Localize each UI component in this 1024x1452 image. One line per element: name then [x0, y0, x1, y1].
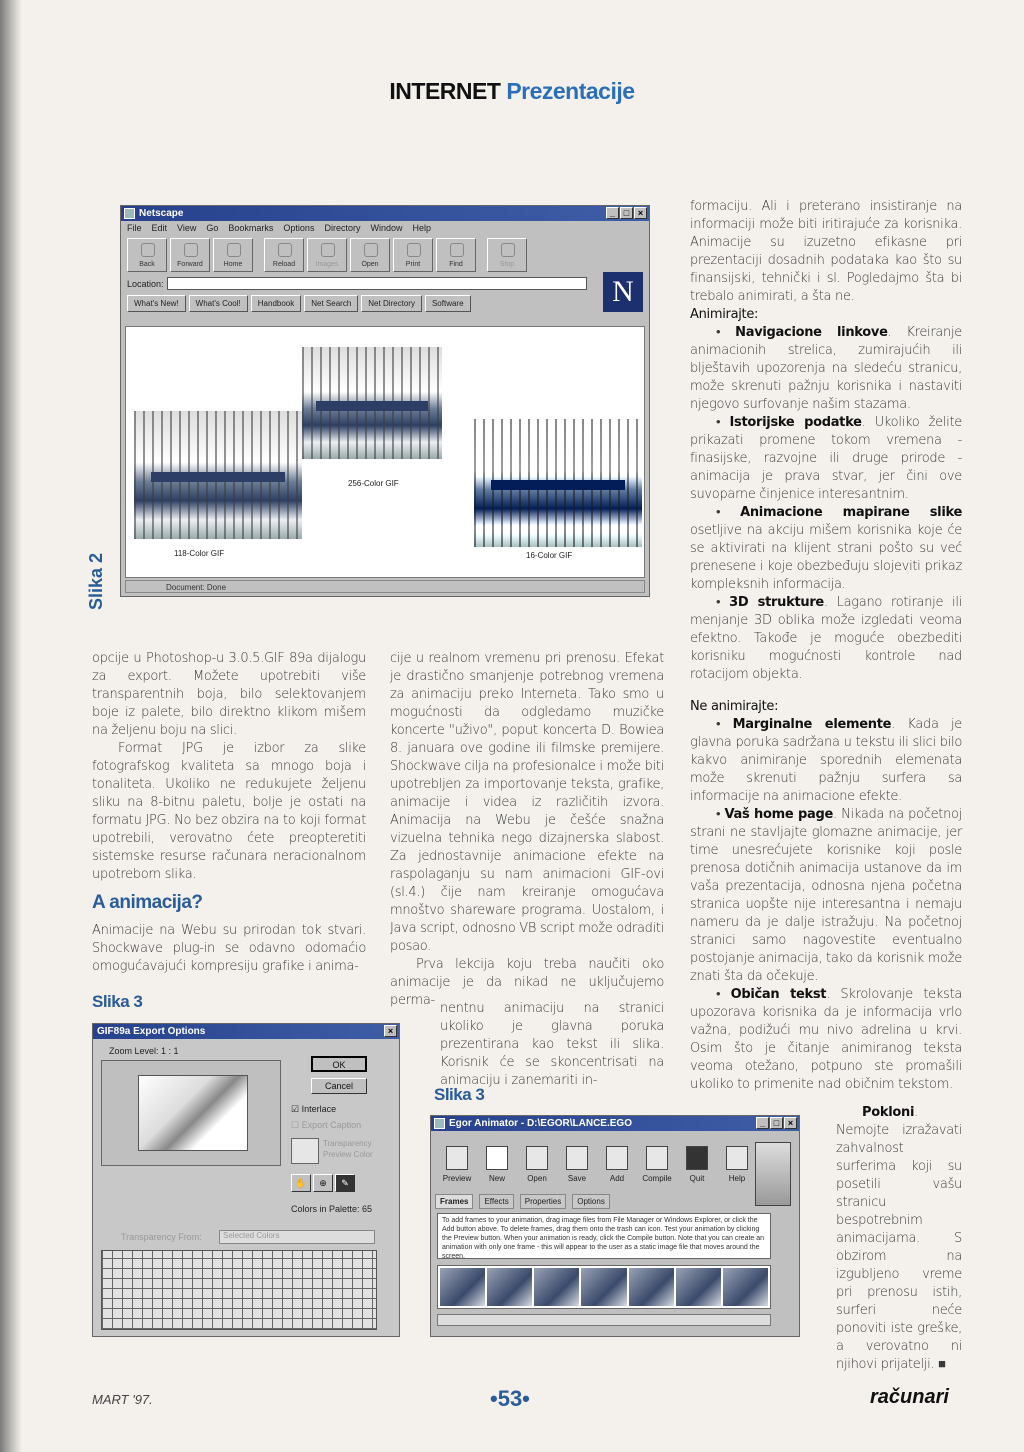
photo-118-color — [134, 411, 302, 539]
col2-paragraph-2b: nentnu animaciju na stranici ukoliko je glavna poruka prezentirana kao tekst ili slika. Korisnik će se skoncentrisati na animaciju i zanemariti in- — [440, 1001, 664, 1088]
location-input[interactable] — [167, 277, 587, 290]
menu-bookmarks[interactable]: Bookmarks — [228, 223, 274, 233]
whats-new-button[interactable]: What's New! — [127, 295, 186, 312]
frame-thumbnail[interactable] — [487, 1268, 532, 1306]
egor-minimize-icon[interactable]: _ — [756, 1117, 769, 1129]
print-label: Print — [405, 261, 421, 268]
netscape-toolbar — [121, 235, 649, 275]
bullet-home-page: • Vaš home page. Nikada na početnoj strani ne stavljajte glomazne animacije, jer time unesrećujete korisnike koji posle prenosa dotičnih animacija ustanove da im vaša prezentacija, odnosna njena početna stranica uopšte nije interesantna i nemaju nameru da je dalje istražuju. Na početnoj stranici samo nagovestite eventualno postojanje animacija, tako da korisnik može znati šta da očekuje. — [690, 807, 963, 984]
back-button[interactable] — [127, 238, 167, 272]
minimize-icon[interactable]: _ — [606, 207, 619, 219]
bullet-mapirane-title: Animacione mapirane slike — [740, 505, 962, 520]
netscape-title: Netscape — [139, 208, 184, 219]
stop-icon — [501, 243, 515, 257]
eyedropper-tool-icon[interactable]: ✎ — [335, 1174, 355, 1192]
column-1 — [92, 650, 366, 884]
new-file-icon — [486, 1146, 508, 1170]
caption-16-color: 16-Color GIF — [526, 551, 573, 560]
frame-thumbnail[interactable] — [581, 1268, 626, 1306]
location-bar — [121, 275, 593, 292]
find-icon — [450, 243, 464, 257]
reload-label: Reload — [272, 261, 296, 268]
home-label: Home — [223, 261, 243, 268]
bullet-home-page-text: . Nikada na početnoj strani ne stavljajte glomazne animacije, jer time unesrećujete korisnike koji posle prenosa dotičnih animacija ustanove da im vaša prezentacija, odnosna njena početna stranica uopšte nije interesantna i nemaju nameru da je dalje istražuju. Na početnoj stranici samo nagovestite eventualno postojanje animacija, tako da korisnik može znati šta da očekuje. — [690, 807, 963, 984]
export-caption-label: Export Caption — [301, 1120, 362, 1130]
tab-properties[interactable]: Properties — [520, 1194, 566, 1209]
frame-strip[interactable] — [437, 1265, 771, 1309]
transparency-from-label: Transparency From: — [121, 1232, 202, 1242]
new-label: New — [488, 1174, 505, 1183]
back-arrow-icon — [141, 243, 155, 257]
bullet-3d-text: . Lagano rotiranje ili menjanje 3D oblika može izgledati veoma efektno. Takođe je moguće obezbediti korisniku mogućnosti kontrole nad rotacijom objekta. — [690, 595, 962, 682]
photo-16-color — [474, 419, 642, 547]
bullet-3d: • 3D strukture. Lagano rotiranje ili menjanje 3D oblika može izgledati veoma efektno. Takođe je moguće obezbediti korisniku mogućnosti kontrole nad rotacijom objekta. — [690, 595, 962, 682]
forward-button[interactable] — [170, 238, 210, 272]
preview-label: Preview — [442, 1174, 472, 1183]
netscape-app-icon — [124, 208, 135, 219]
transparency-color-swatch[interactable] — [291, 1138, 319, 1164]
save-label: Save — [567, 1174, 587, 1183]
bullet-home-page-title: Vaš home page — [724, 807, 834, 822]
reload-button[interactable] — [264, 238, 304, 272]
status-bar — [125, 580, 645, 593]
footer-page-number: •53• — [490, 1386, 530, 1411]
subheading-ne-animirajte: Ne animirajte: — [690, 699, 779, 714]
col3-paragraph-1: formaciju. Ali i preterano insistiranje na informaciji može biti iritirajuće za korisnika. Animacije su izuzetno efikasne pri prezentaciji dosadnih podataka kao što su finansijski, tehnički i sl. Pogledajmo šta bi trebalo animirati, a šta ne. — [690, 199, 962, 304]
bullet-obican-tekst-text: . Skrolovanje teksta upozorava korisnika da je informacija vrlo važna, podižući mu nivo adrelina u krvi. Osim što je čitanje animiranog teksta veoma otežano, potpuno ste promašili ukoliko to primenite nad običnim tekstom. — [690, 987, 962, 1092]
gif-preview-area — [101, 1060, 281, 1166]
bullet-obican-tekst-title: Običan tekst — [730, 987, 827, 1002]
hand-tool-icon[interactable]: ✋ — [291, 1174, 311, 1192]
open-button[interactable] — [517, 1144, 557, 1188]
color-palette-grid[interactable] — [101, 1250, 377, 1330]
col2-paragraph-1: cije u realnom vremenu pri prenosu. Efekat je drastično smanjenje potrebnog vremena za animaciju preko Interneta. Tako smo u mogućnosti da odgledamo muzičke koncerte "uživo", poput koncerta D. Bowiea 8. januara ove godine ili filmske premijere. Shockwave cilja na profesionalce i može biti upotrebljen za importovanje teksta, grafike, animacije i videa iz različitih izvora. Animacija na Webu je češće snažna vizuelna tehnika nego dizajnerska slabost. Za jednostavnije animacione efekte na raspolaganju su nam animacioni GIF-ovi (sl.4.) čije nam kreiranje omogućava mnoštvo shareware programa. Uostalom, i Java script, odnosno VB script može odraditi posao. — [390, 651, 664, 954]
egor-tabs — [435, 1194, 610, 1209]
interlace-label: Interlace — [301, 1104, 337, 1114]
figure-2-text: Slika 2 — [86, 552, 106, 610]
caption-256-color: 256-Color GIF — [348, 479, 399, 488]
whats-cool-button[interactable]: What's Cool! — [189, 295, 248, 312]
open-button[interactable] — [350, 238, 390, 272]
quit-label: Quit — [689, 1174, 705, 1183]
help-button[interactable] — [717, 1144, 757, 1188]
figure-2-label — [86, 530, 116, 610]
images-label: Images — [315, 261, 339, 268]
forward-label: Forward — [177, 261, 203, 268]
menu-directory[interactable]: Directory — [324, 223, 361, 233]
bullet-navigacione: • Navigacione linkove. Kreiranje animacionih strelica, zumirajućih ili blještavih upozorenja na sledeću stranicu, može skrenuti pažnju korisnika i nastaviti njegovo surfovanje našim stazama. — [690, 325, 962, 412]
compile-button[interactable] — [637, 1144, 677, 1188]
bullet-mapirane: • Animacione mapirane slike osetljive na akciju mišem korisnika koje će se aktivirati na klijent strani pošto su već prenesene i koje obezbeđuju slojeviti prikaz kompleksnih informacija. — [690, 505, 962, 592]
gif-export-dialog — [92, 1023, 400, 1337]
frame-thumbnail[interactable] — [440, 1268, 485, 1306]
menu-window[interactable]: Window — [370, 223, 403, 233]
tab-effects[interactable]: Effects — [479, 1194, 513, 1209]
menu-edit[interactable]: Edit — [151, 223, 168, 233]
bullet-navigacione-title: Navigacione linkove — [735, 325, 888, 340]
subheading-animirajte: Animirajte: — [690, 307, 759, 322]
net-search-button[interactable]: Net Search — [304, 295, 358, 312]
net-directory-button[interactable]: Net Directory — [361, 295, 422, 312]
new-button[interactable] — [477, 1144, 517, 1188]
page-header — [0, 78, 1024, 105]
egor-titlebar — [431, 1116, 799, 1131]
trash-can-icon[interactable] — [755, 1142, 791, 1206]
stop-label: Stop — [499, 261, 515, 268]
egor-app-icon — [434, 1118, 445, 1129]
save-icon — [566, 1146, 588, 1170]
gif-dialog-title: GIF89a Export Options — [97, 1026, 206, 1037]
column-2 — [390, 650, 664, 1010]
printer-icon — [407, 243, 421, 257]
images-button[interactable] — [307, 238, 347, 272]
header-section: INTERNET — [389, 78, 501, 104]
frame-thumbnail[interactable] — [534, 1268, 579, 1306]
photo-256-color — [302, 347, 442, 459]
netscape-logo: N — [603, 272, 643, 312]
gif-dialog-titlebar — [93, 1024, 399, 1039]
directory-buttons — [121, 292, 649, 315]
bullet-obican-tekst: • Običan tekst. Skrolovanje teksta upozorava korisnika da je informacija vrlo važna, podižući mu nivo adrelina u krvi. Osim što je čitanje animiranog teksta veoma otežano, potpuno ste promašili ukoliko to primenite nad običnim tekstom. — [690, 987, 962, 1092]
horizontal-scrollbar[interactable] — [437, 1314, 771, 1326]
handbook-button[interactable]: Handbook — [251, 295, 301, 312]
footer-date: MART '97. — [92, 1392, 153, 1407]
open-file-icon — [526, 1146, 548, 1170]
bullet-marginalne: • Marginalne elemente. Kada je glavna poruka sadržana u tekstu ili slici bilo kakvo animiranje sporednih elemenata može skrenuti pažnju surfera sa informacije na animacione efekte. — [690, 717, 962, 804]
menu-go[interactable]: Go — [206, 223, 219, 233]
close-icon[interactable]: × — [634, 207, 647, 219]
column-1-lower — [92, 922, 366, 976]
caption-118-color: 118-Color GIF — [174, 549, 225, 558]
gif-preview-image — [138, 1075, 248, 1151]
software-button[interactable]: Software — [425, 295, 471, 312]
transparency-from-value: Selected Colors — [223, 1231, 280, 1240]
col2-paragraph-2a: Prva lekcija koju treba naučiti oko animacije je da nikad ne uključujemo perma- — [390, 957, 664, 1008]
menu-file[interactable]: File — [127, 223, 142, 233]
add-label: Add — [609, 1174, 625, 1183]
pokloni-title: Pokloni — [862, 1105, 915, 1120]
zoom-tool-icon[interactable]: ⊕ — [313, 1174, 333, 1192]
preview-icon — [446, 1146, 468, 1170]
paragraph-pokloni — [836, 1104, 962, 1374]
gif-close-icon[interactable]: × — [384, 1025, 397, 1037]
egor-instructions: To add frames to your animation, drag image files from File Manager or Windows Explorer, or click the Add button above. To delete frames, drag them onto the trash can icon. Test your animation by clicking the Preview button. When your animation is ready, click the Compile button. Note that you can create an animation with only one frame - this will appear to the user as a static image file that moves around the screen. — [437, 1213, 771, 1259]
bullet-marginalne-text: . Kada je glavna poruka sadržana u tekstu ili slici bilo kakvo animiranje sporednih elemenata može skrenuti pažnju surfera sa informacije na animacione efekte. — [690, 717, 962, 804]
transparency-preview-label: Transparency Preview Color — [323, 1139, 373, 1159]
forward-arrow-icon — [184, 243, 198, 257]
egor-maximize-icon[interactable]: □ — [770, 1117, 783, 1129]
transparency-from-select[interactable] — [219, 1230, 375, 1244]
open-label: Open — [527, 1174, 547, 1183]
stop-button[interactable] — [487, 238, 527, 272]
compile-icon — [646, 1146, 668, 1170]
find-button[interactable] — [436, 238, 476, 272]
find-label: Find — [449, 261, 463, 268]
column-2-wrap — [440, 1000, 664, 1090]
print-button[interactable] — [393, 238, 433, 272]
home-button[interactable] — [213, 238, 253, 272]
egor-animator-window — [430, 1115, 800, 1337]
browser-content — [125, 326, 645, 578]
netscape-menubar — [121, 221, 649, 235]
header-topic: Prezentacije — [506, 78, 635, 104]
interlace-checkbox[interactable]: ☑ Interlace — [291, 1104, 337, 1114]
home-icon — [227, 243, 241, 257]
add-button[interactable] — [597, 1144, 637, 1188]
open-label: Open — [361, 261, 379, 268]
figure-3-label-right: Slika 3 — [434, 1085, 485, 1104]
col1-paragraph-1: opcije u Photoshop-u 3.0.5.GIF 89a dijalogu za export. Možete upotrebiti više transparentnih boja, bilo selektovanjem boje iz palete, bilo direktno klikom mišem na željenu boju na slici. — [92, 651, 366, 738]
menu-view[interactable]: View — [177, 223, 197, 233]
reload-icon — [278, 243, 292, 257]
col1-paragraph-3: Animacije na Webu su prirodan tok stvari. Shockwave plug-in se odavno odomaćio omogućavajući kompresiju grafike i anima- — [92, 923, 366, 974]
column-3 — [690, 198, 962, 1094]
bullet-istorijske: • Istorijske podatke. Ukoliko želite prikazati promene tokom vremena - finasijske, razvojne ili druge prirode - animacija je prava stvar, jer čini ove suvoparne činjenice interesantnim. — [690, 415, 962, 502]
bullet-navigacione-text: . Kreiranje animacionih strelica, zumirajućih ili blještavih upozorenja na sledeću stranicu, može skrenuti pažnju korisnika i nastaviti njegovo surfovanje našim stazama. — [690, 325, 962, 412]
tool-buttons — [291, 1174, 355, 1192]
bullet-marginalne-title: Marginalne elemente — [732, 717, 892, 732]
ok-button[interactable]: OK — [311, 1056, 367, 1072]
save-button[interactable] — [557, 1144, 597, 1188]
menu-options[interactable]: Options — [283, 223, 315, 233]
column-3-wrap — [836, 1104, 962, 1374]
colors-in-palette: Colors in Palette: 65 — [291, 1204, 373, 1214]
help-label: Help — [728, 1174, 746, 1183]
tab-frames[interactable]: Frames — [435, 1194, 473, 1209]
export-caption-checkbox[interactable]: ☐ Export Caption — [291, 1120, 362, 1130]
preview-button[interactable] — [437, 1144, 477, 1188]
netscape-window — [120, 205, 650, 597]
egor-close-icon[interactable]: × — [784, 1117, 797, 1129]
images-icon — [321, 243, 335, 257]
page-spine-shadow — [0, 0, 22, 1452]
bullet-istorijske-text: . Ukoliko želite prikazati promene tokom vremena - finasijske, razvojne ili druge prirode - animacija je prava stvar, jer čini ove suvoparne činjenice interesantnim. — [690, 415, 962, 502]
zoom-level: Zoom Level: 1 : 1 — [109, 1046, 179, 1056]
maximize-icon[interactable]: □ — [620, 207, 633, 219]
footer-brand: računari — [870, 1386, 949, 1408]
frame-thumbnail[interactable] — [676, 1268, 721, 1306]
pokloni-text: . Nemojte izražavati zahvalnost surferima koji su posetili vašu stranicu bespotrebnim animacijama. S obzirom na izgubljeno vreme pri prenosu istih, surferi neće ponoviti iste greške, a verovatno ni njihovi prijatelji. ■ — [836, 1105, 962, 1372]
quit-button[interactable] — [677, 1144, 717, 1188]
compile-label: Compile — [642, 1174, 672, 1183]
netscape-titlebar — [121, 206, 649, 221]
help-icon — [726, 1146, 748, 1170]
bullet-istorijske-title: Istorijske podatke — [729, 415, 862, 430]
bullet-3d-title: 3D strukture — [729, 595, 824, 610]
quit-door-icon — [686, 1146, 708, 1170]
tab-options[interactable]: Options — [572, 1194, 610, 1209]
bullet-mapirane-text: osetljive na akciju mišem korisnika koje će se aktivirati na klijent strani pošto su već prenesene i koje obezbeđuju slojeviti prikaz kompleksnih informacija. — [690, 523, 962, 592]
egor-title: Egor Animator - D:\EGOR\LANCE.EGO — [449, 1118, 632, 1129]
cancel-button[interactable]: Cancel — [311, 1078, 367, 1094]
col1-paragraph-2: Format JPG je izbor za slike fotografskog kvaliteta sa mnogo boja i tonaliteta. Ukoliko ne redukujete željenu sliku na 8-bitnu paletu, bolje je ostati na formatu JPG. No bez obzira na to koji format upotrebili, verovatno ćete preopteretiti sistemske resurse računara neracionalnom upotrebom slika. — [92, 741, 366, 882]
open-icon — [364, 243, 378, 257]
menu-help[interactable]: Help — [412, 223, 431, 233]
back-label: Back — [139, 261, 155, 268]
frame-thumbnail[interactable] — [723, 1268, 768, 1306]
location-label: Location: — [127, 278, 164, 289]
add-icon — [606, 1146, 628, 1170]
section-heading-animacija: A animacija? — [92, 892, 203, 913]
figure-3-label-left: Slika 3 — [92, 992, 143, 1011]
frame-thumbnail[interactable] — [629, 1268, 674, 1306]
status-text: Document: Done — [166, 583, 227, 592]
